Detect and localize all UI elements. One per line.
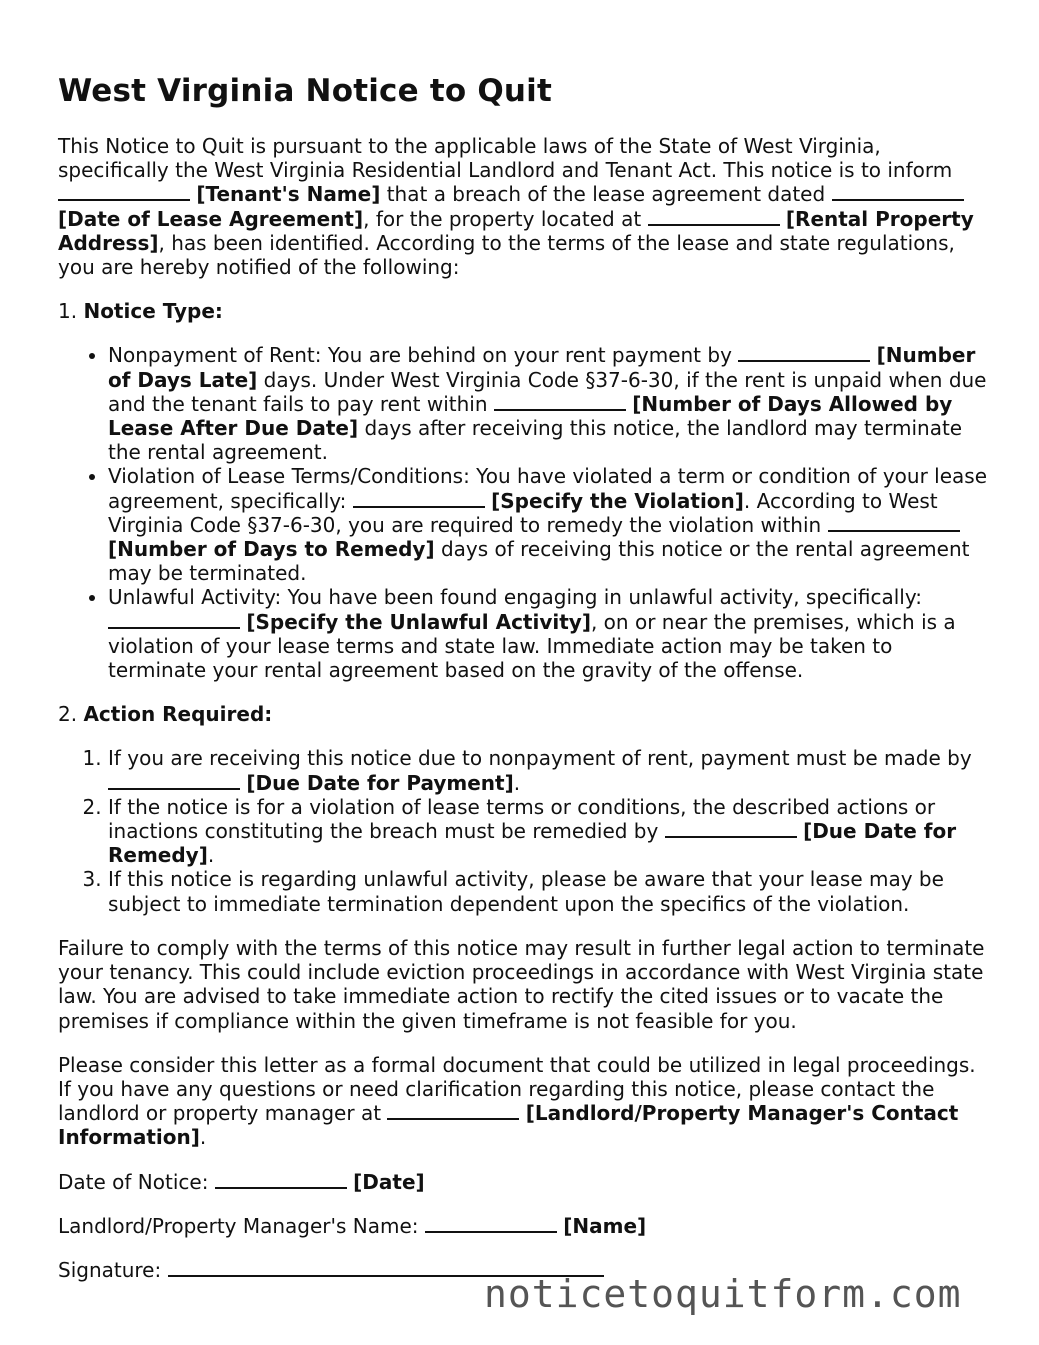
- manager-name-line: Landlord/Property Manager's Name: [Name]: [58, 1213, 647, 1238]
- section-notice-type-heading: 1. Notice Type:: [58, 299, 223, 324]
- watermark: noticetoquitform.com: [484, 1272, 962, 1316]
- consider-paragraph: Please consider this letter as a formal document that could be utilized in legal proceedings. If you have any questions or need clarification regarding this notice, please contact the landlord or property manager at [Landlord/Property Manager's Contact Information].: [58, 1052, 976, 1150]
- intro-paragraph: This Notice to Quit is pursuant to the applicable laws of the State of West Virginia, specifically the West Virginia Residential Landlord and Tenant Act. This notice is to inform [Tenant's Name] that a breach of the lease agreement dated [Date of Lease Agreement], for the property located at [Rental Property Address], has been identified. According to the terms of the lease and state regulations, you are hereby notified of the following:: [58, 134, 974, 280]
- document-body: [58, 134, 988, 1302]
- address-blank: [648, 207, 780, 226]
- action-required-list: [58, 746, 988, 915]
- signature-line: Signature:: [58, 1258, 988, 1282]
- page-title: West Virginia Notice to Quit: [58, 73, 553, 109]
- date-blank: [215, 1170, 347, 1189]
- name-blank: [425, 1214, 557, 1233]
- list-item: • Nonpayment of Rent: You are behind on your rent payment by [Number of Days Late] days. Under West Virginia Code §37-6-30, if the rent is unpaid when due and the tenant fails to pay rent within [Number of Days Allowed by Lease After Due Date] days after receiving this notice, the landlord may terminate the rental agreement.: [108, 343, 988, 464]
- tenant-blank: [58, 182, 190, 201]
- list-item: 3. If this notice is regarding unlawful activity, please be aware that your lease may be subject to immediate termination dependent upon the specifics of the violation.: [108, 867, 988, 915]
- notice-type-list: [58, 343, 988, 682]
- failure-paragraph: Failure to comply with the terms of this notice may result in further legal action to terminate your tenancy. This could include eviction proceedings in accordance with West Virginia state law. You are advised to take immediate action to rectify the cited issues or to vacate the premises if compliance within the given timeframe is not feasible for you.: [58, 935, 985, 1033]
- list-item: • Violation of Lease Terms/Conditions: You have violated a term or condition of your lease agreement, specifically: [Specify the Violation]. According to West Virginia Code §37-6-30, you are required to remedy the violation within [Number of Days to Remedy] days of receiving this notice or the rental agreement may be terminated.: [108, 464, 988, 585]
- list-item: 1. If you are receiving this notice due to nonpayment of rent, payment must be made by [Due Date for Payment].: [108, 746, 988, 794]
- date-of-notice-line: Date of Notice: [Date]: [58, 1169, 425, 1194]
- lease-date-blank: [832, 182, 964, 201]
- list-item: 2. If the notice is for a violation of lease terms or conditions, the described actions or inactions constituting the breach must be remedied by [Due Date for Remedy].: [108, 795, 988, 868]
- section-action-required-heading: 2. Action Required:: [58, 702, 273, 727]
- list-item: • Unlawful Activity: You have been found engaging in unlawful activity, specifically: [Specify the Unlawful Activity], on or near the premises, which is a violation of your lease terms and state law. Immediate action may be taken to terminate your rental agreement based on the gravity of the offense.: [108, 585, 988, 682]
